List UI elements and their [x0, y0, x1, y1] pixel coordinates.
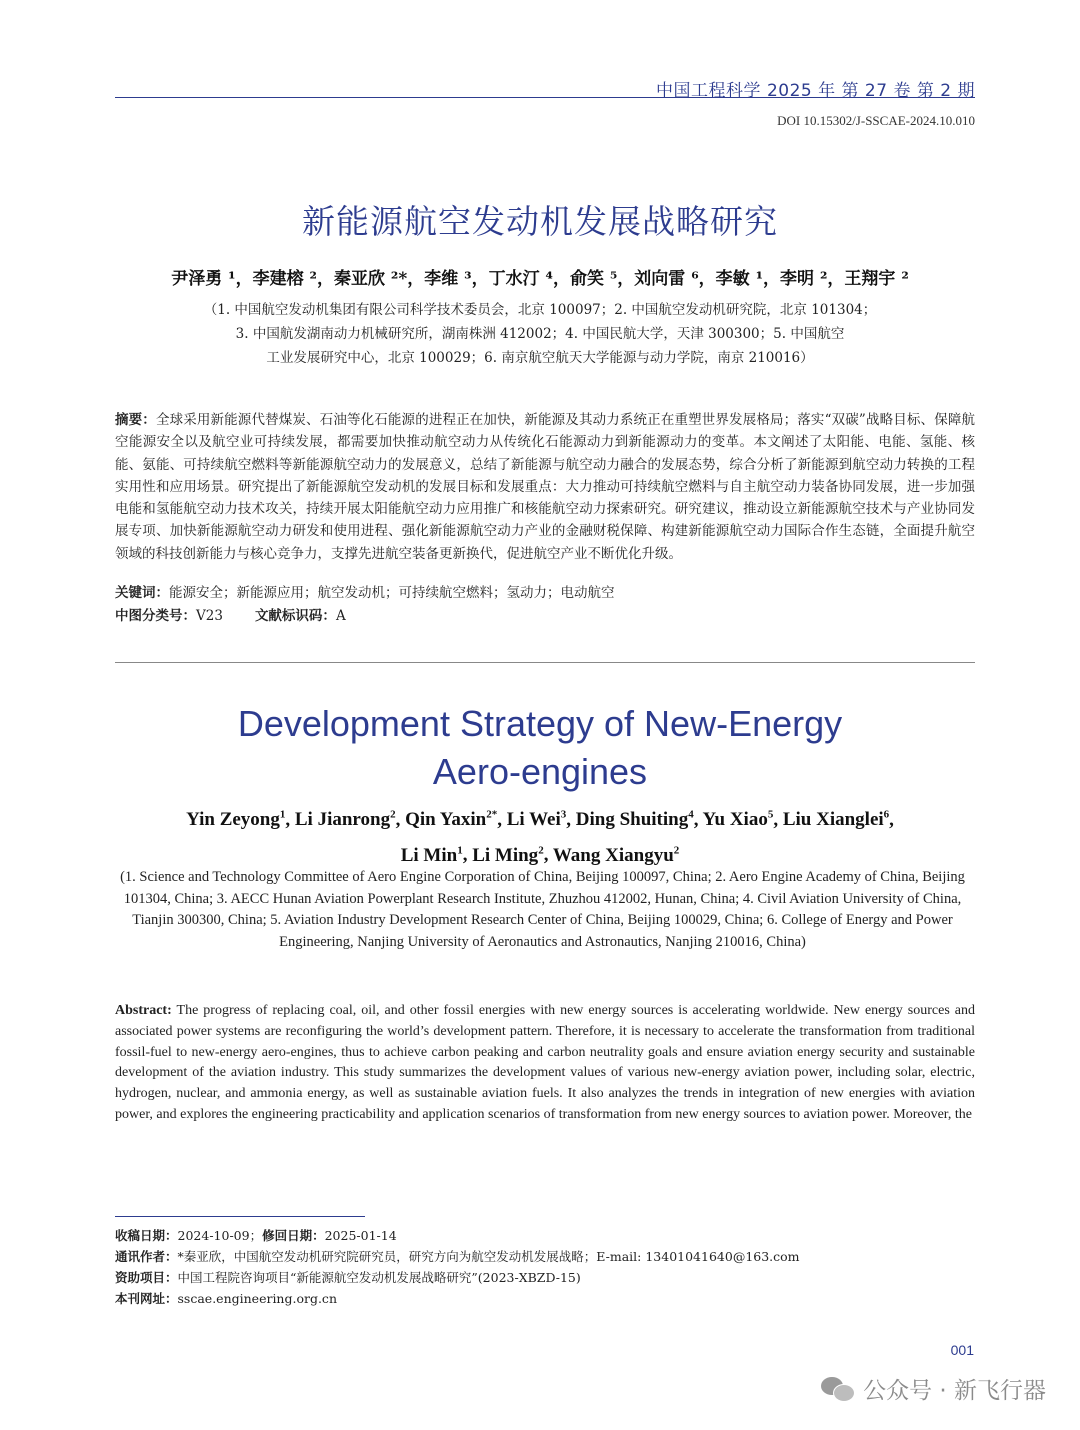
cn-abstract	[115, 409, 975, 565]
doc-code-value: A	[335, 608, 346, 624]
en-abstract-text: The progress of replacing coal, oil, and other fossil energies with new energy sources is accelerating worldwide. New energy sources and associated power systems are reconfiguring the world’s development pattern. Therefore, it is necessary to accelerate the transformation from traditional fossil-fuel to new-energy aero-engines, thus to achieve carbon peaking and carbon neutrality goals and ensure aviation energy security and sustainable development of the aviation industry. This study summarizes the development values of various new-energy aviation power, including solar, electric, hydrogen, nuclear, and ammonia energy, as well as sustainable aviation fuels. It also analyzes the trends in integration of new energies with aviation power, and explores the engineering practicability and application scenarios of transformation from new energy sources to aviation power. Moreover, the	[115, 1003, 975, 1122]
en-author: Li Ming$^2$	[472, 844, 544, 866]
cn-authors: 尹泽勇 ¹，李建榕 ²，秦亚欣 ²*，李维 ³，丁水汀 ⁴，俞笑 ⁵，刘向雷 ⁶，李敏 ¹，李明 ²，王翔宇 ²	[171, 269, 909, 289]
footnote-dates	[115, 1226, 975, 1244]
watermark	[821, 1372, 1046, 1405]
cn-keywords-label: 关键词：	[115, 585, 169, 601]
cn-title: 新能源航空发动机发展战略研究	[302, 202, 778, 241]
footnote-url	[115, 1289, 975, 1307]
cn-affil-line: 工业发展研究中心，北京 100029；6. 南京航空航天大学能源与动力学院，南京 210016）	[266, 350, 814, 366]
cn-abstract-text: 全球采用新能源代替煤炭、石油等化石能源的进程正在加快，新能源及其动力系统正在重塑世界发展格局；落实“双碳”战略目标、保障航空能源安全以及航空业可持续发展，都需要加快推动航空动力从传统化石能源动力到新能源动力的变革。本文阐述了太阳能、电能、氢能、核能、氨能、可持续航空燃料等新能源航空动力的发展意义，总结了新能源与航空动力融合的发展态势，综合分析了新能源到航空动力转换的工程实用性和应用场景。研究提出了新能源航空发动机的发展目标和发展重点：大力推动可持续航空燃料与自主航空动力装备协同发展，进一步加强电能和氢能航空动力技术攻关，持续开展太阳能航空动力应用推广和核能航空动力探索研究。研究建议，推动设立新能源航空技术与产业协同发展专项、加快新能源航空动力研发和使用进程、强化新能源航空动力产业的金融财税保障、构建新能源航空动力国际合作生态链，全面提升航空领域的科技创新能力与核心竞争力，支撑先进航空装备更新换代，促进航空产业不断优化升级。	[115, 412, 975, 562]
en-author: Ding Shuiting$^4$	[575, 809, 694, 831]
header-rule	[115, 97, 975, 98]
en-author: Li Min$^1$	[400, 844, 463, 866]
watermark-text: 公众号 · 新飞行器	[863, 1378, 1046, 1404]
received-date: 2024-10-09；	[177, 1228, 263, 1243]
en-affiliations: (1. Science and Technology Committee of Aero Engine Corporation of China, Beijing 100097, China; 2. Aero Engine Academy of China, Beijing 101304, China; 3. AECC Hunan Aviation Powerplant Research Institute, Zhuzhou 412002, Hunan, China; 4. Civil Aviation University of China, Tianjin 300300, China; 5. Aviation Industry Development Research Center of China, Beijing 100029, China; 6. College of Energy and Power Engineering, Nanjing University of Aeronautics and Astronautics, Nanjing 210016, China)	[120, 869, 965, 950]
url-label: 本刊网址：	[115, 1291, 178, 1306]
clc-value: V23	[196, 608, 223, 624]
en-author: Qin Yaxin$^{2*}$	[405, 809, 498, 831]
en-author: Li Jianrong$^2$	[294, 809, 396, 831]
cn-abstract-label: 摘要：	[115, 412, 156, 428]
clc-label: 中图分类号：	[115, 608, 196, 624]
fund-text: 中国工程院咨询项目“新能源航空发动机发展战略研究”(2023-XBZD-15)	[177, 1270, 581, 1285]
footnote-rule	[115, 1216, 365, 1217]
en-title-line: Aero-engines	[432, 751, 648, 792]
en-abstract	[115, 1001, 975, 1126]
revised-label: 修回日期：	[262, 1228, 325, 1243]
footnote-funding	[115, 1268, 975, 1286]
en-title-line: Development Strategy of New-Energy	[237, 703, 843, 744]
cn-classification	[115, 604, 975, 624]
cn-affiliations	[160, 298, 920, 370]
en-author: Li Wei$^3$	[506, 809, 567, 831]
cn-affil-line: （1. 中国航空发动机集团有限公司科学技术委员会，北京 100097；2. 中国航空发动机研究院，北京 101304；	[203, 302, 877, 318]
journal-url: sscae.engineering.org.cn	[177, 1291, 337, 1306]
footnote-corresponding	[115, 1247, 975, 1265]
en-author: Wang Xiangyu$^2$	[552, 844, 680, 866]
journal-header: 中国工程科学 2025 年 第 27 卷 第 2 期	[656, 81, 975, 101]
received-label: 收稿日期：	[115, 1228, 178, 1243]
cn-keywords-text: 能源安全；新能源应用；航空发动机；可持续航空燃料；氢动力；电动航空	[169, 585, 615, 601]
en-author: Yin Zeyong$^1$	[186, 809, 286, 831]
en-authors: Yin Zeyong$^1$, Li Jianrong$^2$, Qin Yaxin$^{2*}$, Li Wei$^3$, Ding Shuiting$^4$, Yu Xiao$^5$, Liu Xianglei$^6$, Li Min$^1$, Li Ming$^2$, Wang Xiangyu$^2$	[186, 809, 894, 866]
page-number: 001	[950, 1342, 974, 1358]
cn-affil-line: 3. 中国航发湖南动力机械研究所，湖南株洲 412002；4. 中国民航大学，天津 300300；5. 中国航空	[235, 326, 845, 342]
doc-code-label: 文献标识码：	[254, 608, 336, 624]
corr-text: *秦亚欣，中国航空发动机研究院研究员，研究方向为航空发动机发展战略；E-mail: 13401041640@163.com	[177, 1249, 800, 1264]
wechat-icon	[821, 1375, 855, 1403]
fund-label: 资助项目：	[115, 1270, 178, 1285]
revised-date: 2025-01-14	[324, 1228, 397, 1243]
en-abstract-label: Abstract:	[115, 1003, 172, 1018]
cn-keywords	[115, 581, 975, 601]
section-divider	[115, 662, 975, 663]
doi: DOI 10.15302/J-SSCAE-2024.10.010	[777, 113, 975, 128]
en-author: Liu Xianglei$^6$	[782, 809, 890, 831]
en-author: Yu Xiao$^5$	[702, 809, 774, 831]
en-title	[0, 700, 1080, 796]
corr-label: 通讯作者：	[115, 1249, 178, 1264]
